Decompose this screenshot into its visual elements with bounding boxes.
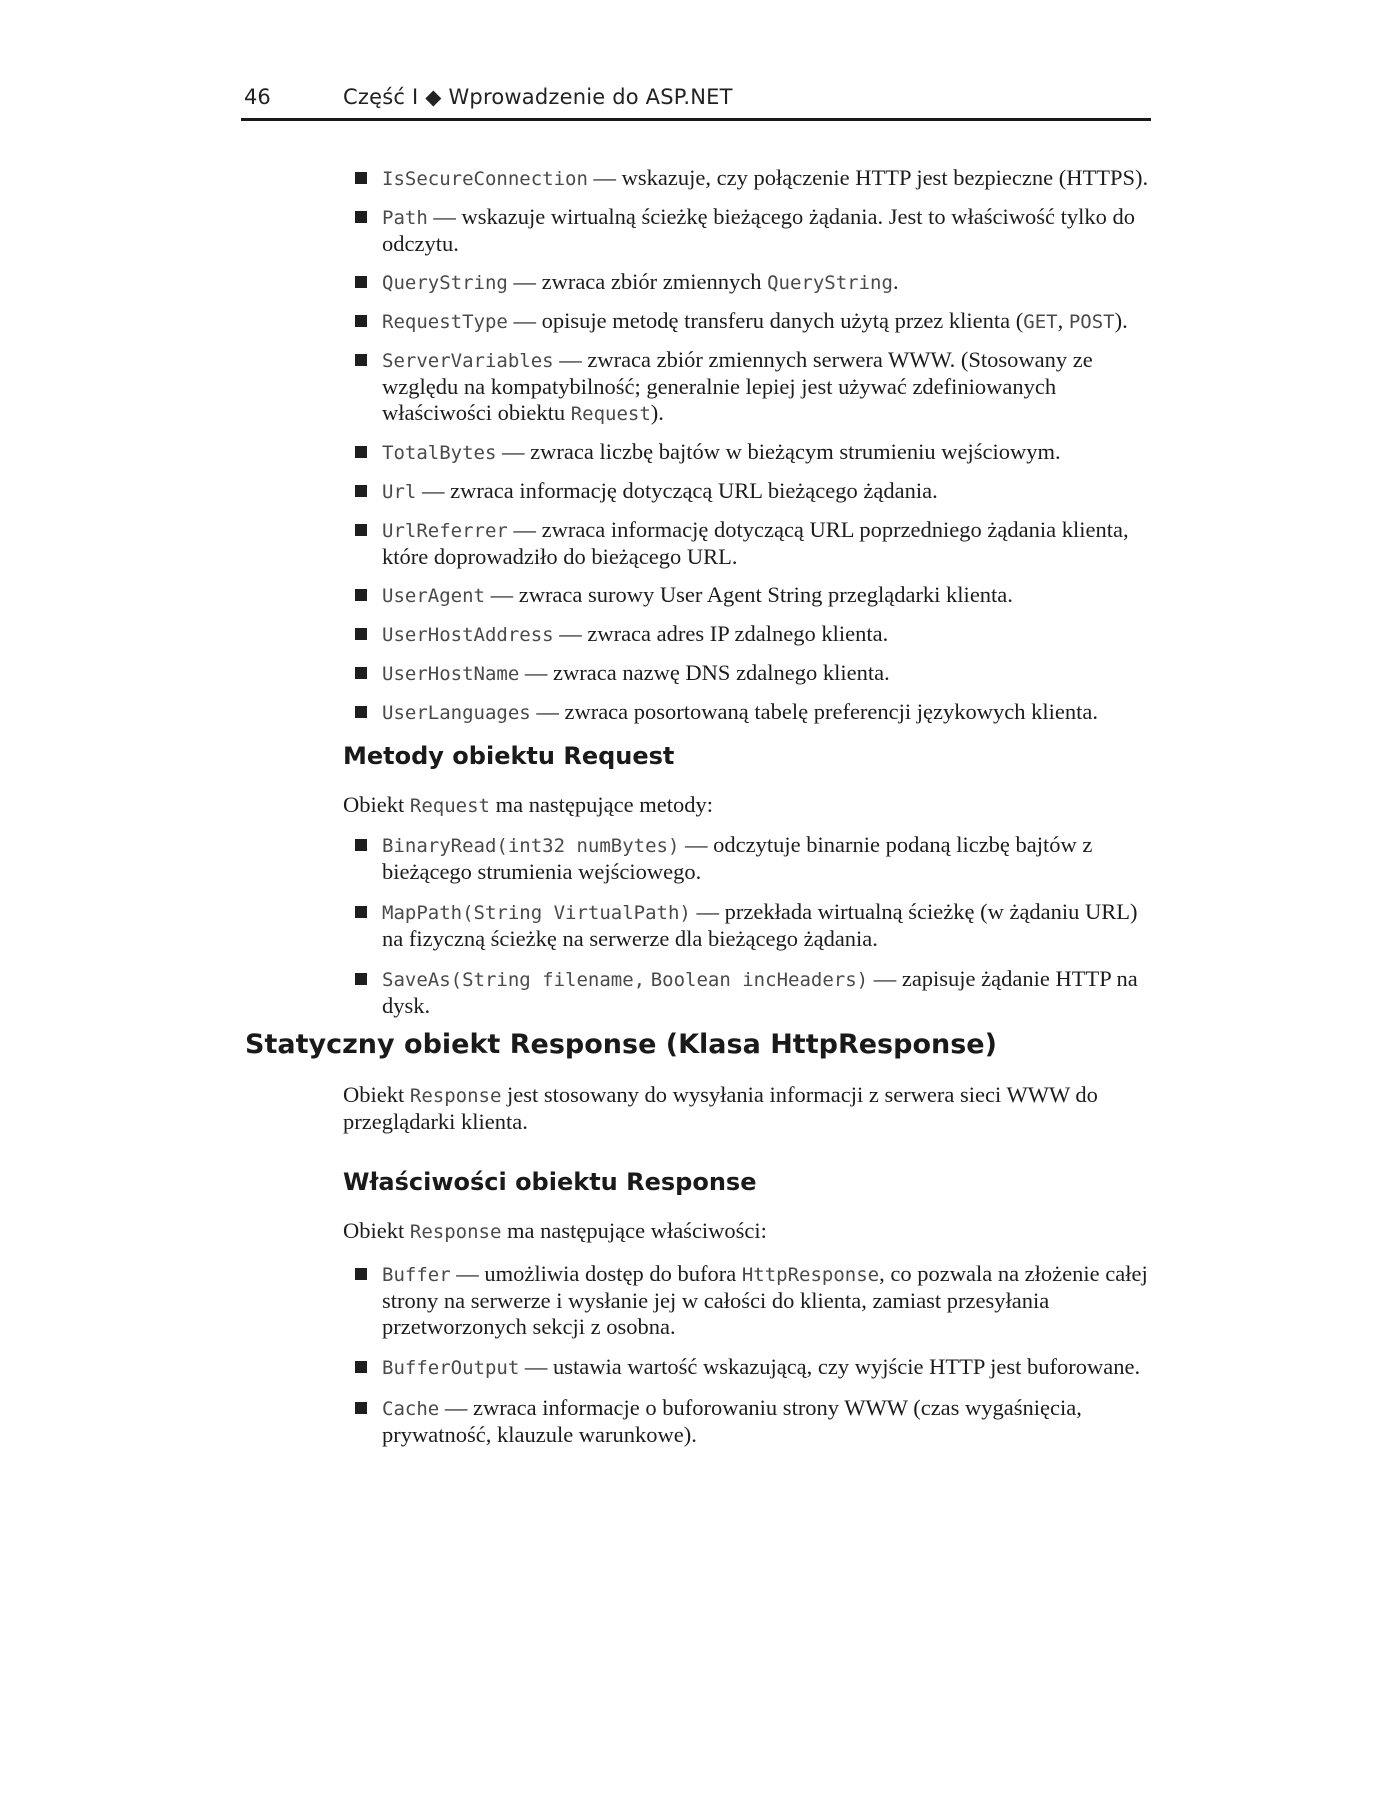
list-item: MapPath(String VirtualPath) — przekłada wirtualną ścieżkę (w żądaniu URL) na fizyczną ścieżkę na serwerze dla bieżącego żądania.	[352, 899, 1152, 952]
bullet-square-icon	[355, 706, 367, 718]
list-item: IsSecureConnection — wskazuje, czy połączenie HTTP jest bezpieczne (HTTPS).	[352, 165, 1152, 192]
response-intro: Obiekt Response jest stosowany do wysyłania informacji z serwera sieci WWW do przeglądarki klienta.	[343, 1082, 1098, 1134]
list-item: BinaryRead(int32 numBytes) — odczytuje binarnie podaną liczbę bajtów z bieżącego strumienia wejściowego.	[352, 832, 1152, 885]
page-number: 46	[244, 85, 271, 109]
methods-intro: Obiekt Request ma następujące metody:	[343, 792, 713, 817]
bullet-square-icon	[355, 315, 367, 327]
response-properties-heading: Właściwości obiektu Response	[343, 1168, 757, 1196]
bullet-square-icon	[355, 839, 367, 851]
list-item: UserAgent — zwraca surowy User Agent String przeglądarki klienta.	[352, 582, 1152, 609]
bullet-square-icon	[355, 1268, 367, 1280]
list-item: QueryString — zwraca zbiór zmiennych QueryString.	[352, 269, 1152, 296]
bullet-square-icon	[355, 485, 367, 497]
bullet-square-icon	[355, 172, 367, 184]
bullet-square-icon	[355, 276, 367, 288]
running-title: Część I ◆ Wprowadzenie do ASP.NET	[343, 85, 733, 109]
list-item: UserHostAddress — zwraca adres IP zdalnego klienta.	[352, 621, 1152, 648]
list-item: RequestType — opisuje metodę transferu danych użytą przez klienta (GET, POST).	[352, 308, 1152, 335]
bullet-square-icon	[355, 628, 367, 640]
bullet-square-icon	[355, 589, 367, 601]
bullet-square-icon	[355, 1402, 367, 1414]
bullet-square-icon	[355, 667, 367, 679]
list-item: Cache — zwraca informacje o buforowaniu strony WWW (czas wygaśnięcia, prywatność, klauzule warunkowe).	[352, 1395, 1152, 1448]
request-methods-list	[352, 832, 1152, 1019]
page-header	[241, 84, 1151, 121]
list-item: Buffer — umożliwia dostęp do bufora HttpResponse, co pozwala na złożenie całej strony na serwerze i wysłanie jej w całości do klienta, zamiast przesyłania przetworzonych sekcji z osobna.	[352, 1261, 1152, 1340]
list-item: Url — zwraca informację dotyczącą URL bieżącego żądania.	[352, 478, 1152, 505]
bullet-square-icon	[355, 906, 367, 918]
list-item: SaveAs(String filename, Boolean incHeaders) — zapisuje żądanie HTTP na dysk.	[352, 966, 1152, 1019]
bullet-square-icon	[355, 446, 367, 458]
request-properties-list	[352, 165, 1152, 726]
list-item: UserLanguages — zwraca posortowaną tabelę preferencji językowych klienta.	[352, 699, 1152, 726]
list-item: UrlReferrer — zwraca informację dotyczącą URL poprzedniego żądania klienta, które doprowadziło do bieżącego URL.	[352, 517, 1152, 570]
bullet-square-icon	[355, 1361, 367, 1373]
list-item: ServerVariables — zwraca zbiór zmiennych serwera WWW. (Stosowany ze względu na kompatybilność; generalnie lepiej jest używać zdefiniowanych właściwości obiektu Request).	[352, 347, 1152, 427]
bullet-square-icon	[355, 211, 367, 223]
methods-heading: Metody obiektu Request	[343, 742, 675, 770]
bullet-square-icon	[355, 524, 367, 536]
response-section-heading: Statyczny obiekt Response (Klasa HttpResponse)	[245, 1029, 997, 1060]
bullet-square-icon	[355, 973, 367, 985]
list-item: TotalBytes — zwraca liczbę bajtów w bieżącym strumieniu wejściowym.	[352, 439, 1152, 466]
bullet-square-icon	[355, 354, 367, 366]
list-item: Path — wskazuje wirtualną ścieżkę bieżącego żądania. Jest to właściwość tylko do odczytu.	[352, 204, 1152, 257]
response-properties-intro: Obiekt Response ma następujące właściwości:	[343, 1218, 767, 1243]
list-item: UserHostName — zwraca nazwę DNS zdalnego klienta.	[352, 660, 1152, 687]
response-properties-list	[352, 1261, 1152, 1448]
list-item: BufferOutput — ustawia wartość wskazującą, czy wyjście HTTP jest buforowane.	[352, 1354, 1152, 1381]
